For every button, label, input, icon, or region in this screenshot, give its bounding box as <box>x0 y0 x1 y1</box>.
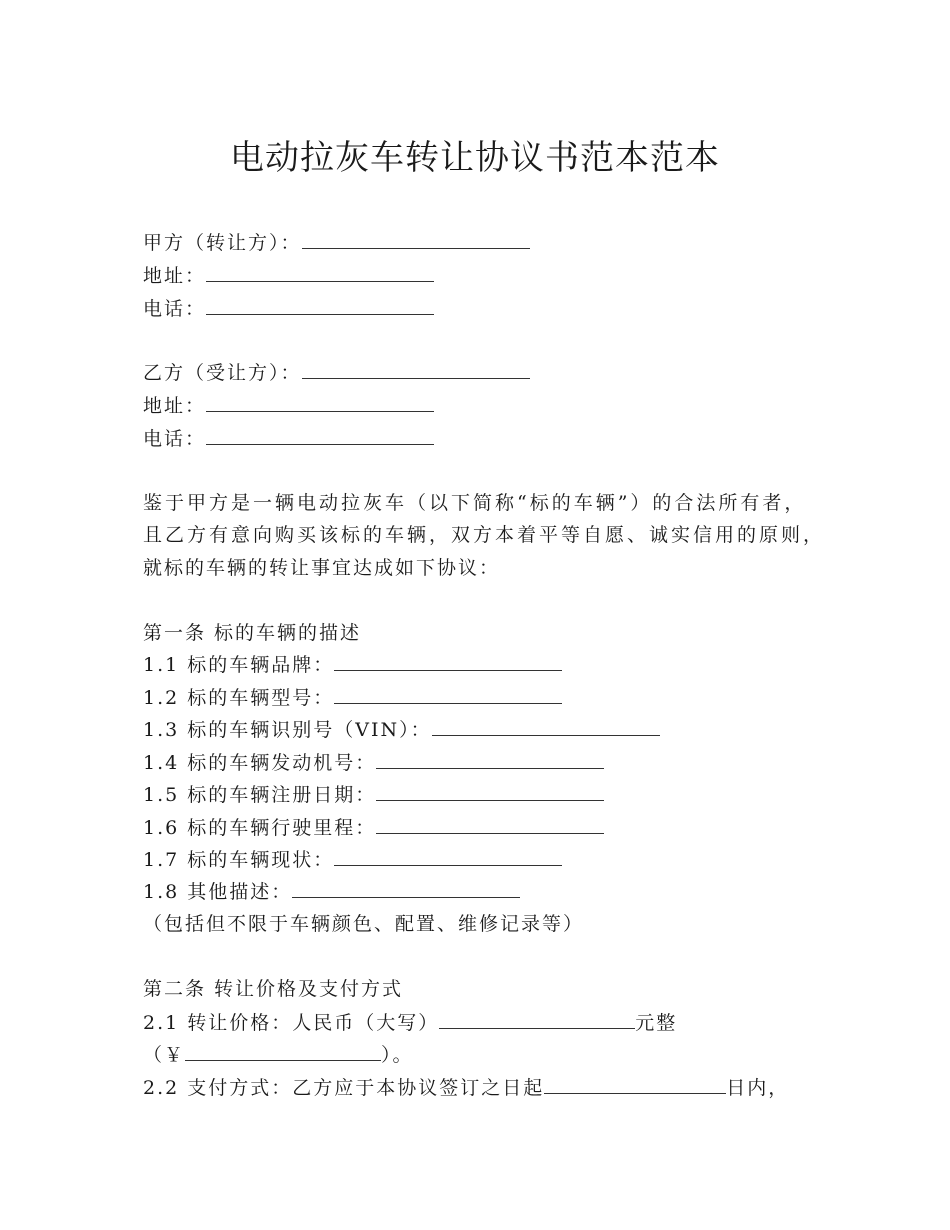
price-number-suffix: ）。 <box>381 1044 414 1066</box>
article-1-item <box>143 847 562 873</box>
payment-line <box>143 1075 789 1101</box>
fill-in-blank <box>376 815 604 834</box>
fill-in-blank <box>334 685 562 704</box>
fill-in-blank <box>334 847 562 866</box>
price-number-line <box>143 1042 414 1068</box>
party-a-phone-label: 电话： <box>143 298 207 320</box>
party-b-line <box>143 360 530 386</box>
preamble-line-1: 鉴于甲方是一辆电动拉灰车（以下简称“标的车辆”）的合法所有者， <box>143 492 807 514</box>
payment-days-blank <box>544 1075 726 1094</box>
document-title: 电动拉灰车转让协议书范本范本 <box>230 138 720 178</box>
fill-in-blank <box>376 750 604 769</box>
party-b-address-blank <box>206 393 434 412</box>
price-words-blank <box>439 1010 635 1029</box>
article-1-item <box>143 782 604 808</box>
article-1-item-label: 1.6 标的车辆行驶里程： <box>143 817 377 839</box>
article-1-item-label: 1.3 标的车辆识别号（VIN）： <box>143 719 432 741</box>
article-1-note: （包括但不限于车辆颜色、配置、维修记录等） <box>143 913 585 935</box>
article-1-item <box>143 750 604 776</box>
price-number-blank <box>185 1042 381 1061</box>
article-1-item <box>143 652 562 678</box>
fill-in-blank <box>376 782 604 801</box>
party-a-address-line <box>143 263 434 289</box>
article-1-item-label: 1.2 标的车辆型号： <box>143 687 335 709</box>
party-b-address-label: 地址： <box>143 395 207 417</box>
party-b-phone-label: 电话： <box>143 428 207 450</box>
price-line <box>143 1010 677 1036</box>
article-1-heading: 第一条 标的车辆的描述 <box>143 622 362 644</box>
article-2-heading: 第二条 转让价格及支付方式 <box>143 978 404 1000</box>
payment-label: 2.2 支付方式：乙方应于本协议签订之日起 <box>143 1077 545 1099</box>
article-1-item-label: 1.5 标的车辆注册日期： <box>143 784 377 806</box>
party-b-name-blank <box>302 360 530 379</box>
article-1-item <box>143 815 604 841</box>
article-1-item-label: 1.4 标的车辆发动机号： <box>143 752 377 774</box>
article-1-item <box>143 717 660 743</box>
party-a-line <box>143 230 530 256</box>
party-b-label: 乙方（受让方）： <box>143 362 302 384</box>
price-suffix: 元整 <box>635 1012 678 1034</box>
party-a-label: 甲方（转让方）： <box>143 232 302 254</box>
party-b-phone-line <box>143 426 434 452</box>
party-a-phone-blank <box>206 296 434 315</box>
fill-in-blank <box>334 652 562 671</box>
party-a-address-blank <box>206 263 434 282</box>
preamble-line-2: 且乙方有意向购买该标的车辆，双方本着平等自愿、诚实信用的原则， <box>143 524 826 546</box>
party-b-phone-blank <box>206 426 434 445</box>
fill-in-blank <box>432 717 660 736</box>
price-label: 2.1 转让价格：人民币（大写） <box>143 1012 440 1034</box>
article-1-item-label: 1.7 标的车辆现状： <box>143 849 335 871</box>
article-1-item <box>143 879 520 905</box>
preamble-line-3: 就标的车辆的转让事宜达成如下协议： <box>143 557 501 579</box>
article-1-item <box>143 685 562 711</box>
article-1-item-label: 1.8 其他描述： <box>143 881 293 903</box>
article-1-item-label: 1.1 标的车辆品牌： <box>143 654 335 676</box>
party-a-phone-line <box>143 296 434 322</box>
party-a-name-blank <box>302 230 530 249</box>
party-b-address-line <box>143 393 434 419</box>
party-a-address-label: 地址： <box>143 265 207 287</box>
payment-suffix: 日内， <box>726 1077 790 1099</box>
price-number-prefix: （￥ <box>143 1044 186 1066</box>
fill-in-blank <box>292 879 520 898</box>
